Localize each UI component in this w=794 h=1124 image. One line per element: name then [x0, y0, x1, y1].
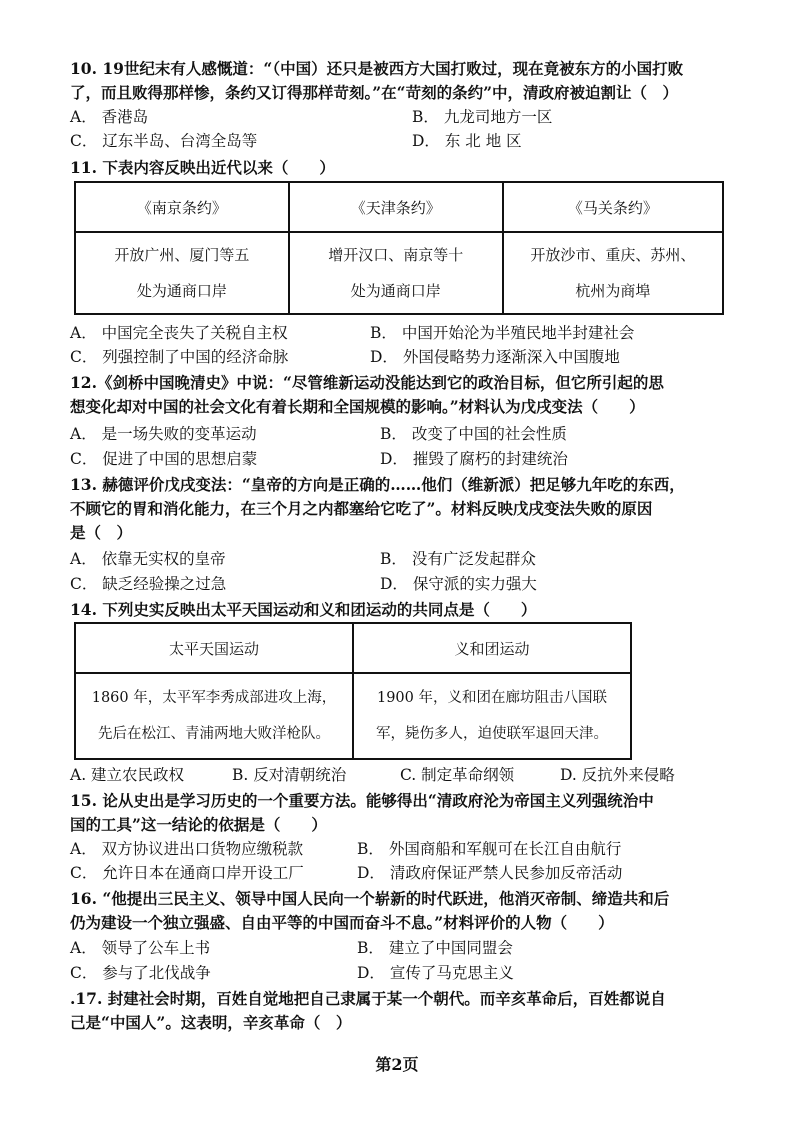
q10-option-b: B． 九龙司地方一区: [412, 108, 553, 126]
page-number: 第2页: [375, 1055, 419, 1074]
q14-option-c: C. 制定革命纲领: [400, 766, 515, 784]
q13-option-a: A． 依靠无实权的皇帝: [70, 550, 226, 568]
q11-option-d: D． 外国侵略势力逐渐深入中国腹地: [370, 348, 620, 366]
q11-option-c: C． 列强控制了中国的经济命脉: [70, 348, 289, 366]
q17-stem-line2: 己是“中国人”。这表明，辛亥革命（ ）: [70, 1013, 352, 1032]
q13-stem-line1: 13. 赫德评价戊戌变法：“皇帝的方向是正确的……他们（维新派）把足够九年吃的东西，: [70, 475, 685, 494]
q13-option-b: B． 没有广泛发起群众: [380, 550, 536, 568]
q16-stem-line2: 仍为建设一个独立强盛、自由平等的中国而奋斗不息。”材料评价的人物（ ）: [70, 913, 614, 932]
q14-header-boxer: 义和团运动: [353, 623, 631, 673]
q11-cell-tianjin-l1: 增开汉口、南京等十: [328, 246, 464, 264]
q14-cell-taiping-l2: 先后在松江、青浦两地大败洋枪队。: [98, 726, 330, 742]
q14-cell-taiping: [75, 673, 353, 759]
q15-option-c: C． 允许日本在通商口岸开设工厂: [70, 864, 304, 882]
q10-stem-line1: 10. 19世纪末有人感慨道：“（中国）还只是被西方大国打败过，现在竟被东方的小国打败: [70, 59, 684, 78]
q15-option-a: A． 双方协议进出口货物应缴税款: [70, 840, 304, 858]
q16-stem-line1: 16. “他提出三民主义、领导中国人民向一个崭新的时代跃进，他消灭帝制、缔造共和后: [70, 889, 670, 908]
q17-stem-line1: .17. 封建社会时期，百姓自觉地把自己隶属于某一个朝代。而辛亥革命后，百姓都说自: [70, 989, 666, 1008]
q16-option-a: A． 领导了公车上书: [70, 939, 211, 957]
q13-stem-line3: 是（ ）: [70, 523, 133, 542]
q15-stem-line2: 国的工具”这一结论的依据是（ ）: [70, 815, 327, 834]
q11-cell-nanjing-l1: 开放广州、厦门等五: [114, 246, 250, 264]
q16-option-b: B． 建立了中国同盟会: [357, 939, 513, 957]
q14-option-b: B. 反对清朝统治: [232, 766, 347, 784]
q11-header-nanjing: 《南京条约》: [75, 182, 289, 232]
q11-cell-maguan-l2: 杭州为商埠: [575, 282, 651, 300]
q16-option-c: C． 参与了北伐战争: [70, 964, 211, 982]
q11-cell-maguan: [503, 232, 723, 314]
q14-option-d: D. 反抗外来侵略: [560, 766, 675, 784]
q11-header-maguan: 《马关条约》: [503, 182, 723, 232]
q11-cell-nanjing: [75, 232, 289, 314]
q10-option-a: A． 香港岛: [70, 108, 149, 126]
q13-option-c: C． 缺乏经验操之过急: [70, 575, 227, 593]
q10-stem-line2: 了，而且败得那样惨，条约又订得那样苛刻。”在“苛刻的条约”中，清政府被迫割让（ ）: [70, 83, 678, 102]
q14-option-a: A. 建立农民政权: [70, 766, 185, 784]
q15-option-b: B． 外国商船和军舰可在长江自由航行: [357, 840, 622, 858]
q14-header-taiping: 太平天国运动: [75, 623, 353, 673]
q13-stem-line2: 不顾它的胃和消化能力，在三个月之内都塞给它吃了”。材料反映戊戌变法失败的原因: [70, 499, 653, 518]
q11-cell-tianjin: [289, 232, 503, 314]
q11-treaty-table: [74, 181, 724, 315]
q12-option-c: C． 促进了中国的思想启蒙: [70, 450, 258, 468]
q12-stem-line1: 12.《剑桥中国晚清史》中说：“尽管维新运动没能达到它的政治目标，但它所引起的思: [70, 373, 664, 392]
q11-cell-tianjin-l2: 处为通商口岸: [350, 282, 441, 300]
q15-option-d: D． 清政府保证严禁人民参加反帝活动: [357, 864, 623, 882]
q12-option-b: B． 改变了中国的社会性质: [380, 425, 567, 443]
q14-cell-taiping-l1: 1860 年，太平军李秀成部进攻上海，: [91, 690, 337, 706]
q15-stem-line1: 15. 论从史出是学习历史的一个重要方法。能够得出“清政府沦为帝国主义列强统治中: [70, 791, 654, 810]
q16-option-d: D． 宣传了马克思主义: [357, 964, 514, 982]
q13-option-d: D． 保守派的实力强大: [380, 575, 537, 593]
q14-movement-table: [74, 622, 632, 760]
q14-stem-line1: 14. 下列史实反映出太平天国运动和义和团运动的共同点是（ ）: [70, 600, 537, 619]
q14-cell-boxer-l2: 军，毙伤多人，迫使联军退回天津。: [376, 726, 608, 742]
q10-option-d: D． 东 北 地 区: [412, 132, 522, 150]
q14-cell-boxer-l1: 1900 年，义和团在廊坊阻击八国联: [376, 690, 607, 706]
q11-cell-nanjing-l2: 处为通商口岸: [136, 282, 227, 300]
q11-option-a: A． 中国完全丧失了关税自主权: [70, 324, 288, 342]
q11-option-b: B． 中国开始沦为半殖民地半封建社会: [370, 324, 635, 342]
q12-option-d: D． 摧毁了腐朽的封建统治: [380, 450, 568, 468]
q11-cell-maguan-l1: 开放沙市、重庆、苏州、: [530, 246, 696, 264]
q11-header-tianjin: 《天津条约》: [289, 182, 503, 232]
q10-option-c: C． 辽东半岛、台湾全岛等: [70, 132, 258, 150]
q12-stem-line2: 想变化却对中国的社会文化有着长期和全国规模的影响。”材料认为戊戌变法（ ）: [70, 397, 645, 416]
q12-option-a: A． 是一场失败的变革运动: [70, 425, 257, 443]
q14-cell-boxer: [353, 673, 631, 759]
q11-stem-line1: 11. 下表内容反映出近代以来（ ）: [70, 158, 335, 177]
